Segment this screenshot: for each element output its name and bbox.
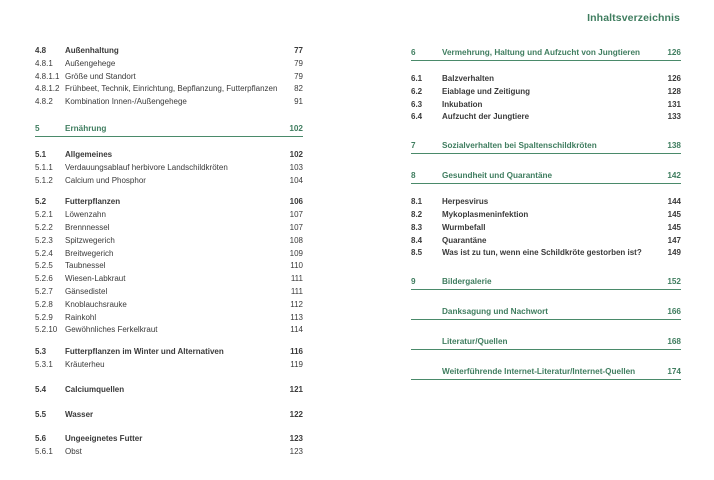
toc-entry-title: Calcium und Phosphor <box>65 175 146 185</box>
toc-entry-title: Gesundheit und Quarantäne <box>442 171 553 181</box>
toc-entry-title: Futterpflanzen im Winter und Alternativen <box>65 347 224 357</box>
toc-entry-number: 5.2.10 <box>35 325 58 335</box>
toc-entry-number: 5 <box>35 123 40 133</box>
toc-entry-title: Wurmbefall <box>442 222 486 232</box>
toc-entry-title: Kräuterheu <box>65 359 105 369</box>
toc-entry-title: Mykoplasmeninfektion <box>442 209 529 219</box>
toc-entry-title: Frühbeet, Technik, Einrichtung, Bepflanzung, Futterpflanzen <box>65 84 278 94</box>
toc-entry-page: 126 <box>667 74 681 83</box>
toc-right-column <box>411 45 681 380</box>
toc-chapter-entry[interactable] <box>411 304 681 320</box>
toc-entry-page: 123 <box>289 447 303 457</box>
toc-entry-number: 5.2.1 <box>35 210 53 220</box>
toc-entry[interactable] <box>411 86 681 99</box>
toc-entry-page: 103 <box>289 162 303 172</box>
toc-entry[interactable] <box>35 346 303 359</box>
toc-entry[interactable] <box>35 299 303 312</box>
toc-chapter-entry[interactable] <box>35 121 303 137</box>
toc-entry-page: 123 <box>289 434 303 444</box>
toc-entry[interactable] <box>411 247 681 260</box>
toc-entry-number: 5.5 <box>35 409 47 419</box>
toc-entry-title: Vermehrung, Haltung und Aufzucht von Jungtieren <box>442 48 641 57</box>
toc-entry-number: 4.8.2 <box>35 97 53 107</box>
toc-entry[interactable] <box>35 409 303 422</box>
toc-entry-number: 8.3 <box>411 222 423 232</box>
toc-entry-number: 8.2 <box>411 209 423 219</box>
toc-spacer <box>411 290 681 304</box>
toc-chapter-entry[interactable] <box>411 138 681 154</box>
toc-entry-number: 5.2.2 <box>35 222 53 232</box>
toc-entry[interactable] <box>35 235 303 248</box>
toc-spacer <box>411 260 681 274</box>
toc-spacer <box>411 320 681 334</box>
toc-entry[interactable] <box>35 248 303 261</box>
toc-entry-page: 107 <box>289 222 303 232</box>
toc-spacer <box>411 184 681 196</box>
toc-entry-number: 7 <box>411 141 416 151</box>
toc-entry[interactable] <box>411 196 681 209</box>
toc-entry[interactable] <box>35 260 303 273</box>
toc-entry-page: 106 <box>289 197 303 207</box>
toc-entry-title: Kombination Innen-/Außengehege <box>65 97 187 107</box>
toc-spacer <box>411 350 681 364</box>
toc-entry[interactable] <box>35 312 303 325</box>
toc-entry-title: Was ist zu tun, wenn eine Schildkröte gestorben ist? <box>442 248 642 258</box>
toc-entry-number: 4.8.1 <box>35 58 53 68</box>
toc-entry-page: 104 <box>289 175 303 185</box>
toc-entry-title: Inkubation <box>442 99 483 109</box>
toc-entry-number: 5.3.1 <box>35 359 53 369</box>
toc-entry[interactable] <box>35 83 303 96</box>
toc-entry-title: Außenhaltung <box>65 46 119 55</box>
toc-entry-title: Allgemeines <box>65 149 113 159</box>
toc-entry-title: Gewöhnliches Ferkelkraut <box>65 325 158 335</box>
toc-entry-page: 79 <box>294 58 303 68</box>
toc-entry-page: 149 <box>667 248 681 258</box>
toc-entry[interactable] <box>35 58 303 71</box>
toc-entry-title: Bildergalerie <box>442 277 492 287</box>
toc-spacer <box>411 61 681 73</box>
toc-entry-page: 142 <box>667 171 681 181</box>
toc-spacer <box>35 137 303 149</box>
toc-left-column <box>35 45 303 459</box>
toc-entry-number: 6.1 <box>411 74 423 83</box>
toc-entry[interactable] <box>35 96 303 109</box>
toc-entry-title: Wiesen-Labkraut <box>65 274 126 284</box>
toc-entry-title: Verdauungsablauf herbivore Landschildkröten <box>65 162 228 172</box>
toc-entry-page: 121 <box>289 384 303 394</box>
toc-entry[interactable] <box>35 359 303 372</box>
toc-entry-title: Futterpflanzen <box>65 197 121 207</box>
toc-entry-page: 114 <box>290 325 303 335</box>
toc-entry-number: 4.8.1.2 <box>35 84 60 94</box>
toc-entry-page: 113 <box>290 312 303 322</box>
toc-entry-page: 174 <box>667 367 681 377</box>
toc-entry[interactable] <box>35 222 303 235</box>
toc-entry[interactable] <box>35 175 303 188</box>
toc-entry[interactable] <box>35 273 303 286</box>
toc-entry-number: 5.1.2 <box>35 175 53 185</box>
toc-entry-page: 112 <box>290 299 303 309</box>
toc-entry-page: 133 <box>667 112 681 122</box>
toc-entry-number: 4.8.1.1 <box>35 71 60 81</box>
toc-entry-page: 110 <box>290 261 303 271</box>
toc-entry-number: 5.2.9 <box>35 312 53 322</box>
toc-entry-number: 5.3 <box>35 347 47 357</box>
toc-entry-title: Herpesvirus <box>442 197 489 207</box>
toc-entry-title: Breitwegerich <box>65 248 114 258</box>
toc-entry-number: 6.3 <box>411 99 423 109</box>
toc-spacer <box>35 397 303 409</box>
toc-entry[interactable] <box>411 73 681 86</box>
toc-entry-number: 5.2.5 <box>35 261 53 271</box>
toc-entry-number: 4.8 <box>35 46 47 55</box>
page-title: Inhaltsverzeichnis <box>587 12 680 24</box>
toc-entry-title: Calciumquellen <box>65 384 125 394</box>
toc-entry[interactable] <box>411 209 681 222</box>
toc-entry-number: 5.2.6 <box>35 274 53 284</box>
toc-spacer <box>35 109 303 121</box>
toc-chapter-entry[interactable] <box>411 334 681 350</box>
toc-entry-page: 111 <box>290 286 303 296</box>
toc-entry[interactable] <box>35 446 303 459</box>
toc-entry-number: 5.2.7 <box>35 286 53 296</box>
toc-entry-title: Danksagung und Nachwort <box>442 307 548 317</box>
toc-entry[interactable] <box>35 324 303 337</box>
toc-entry-number: 8 <box>411 171 416 181</box>
toc-entry-number: 5.2.3 <box>35 235 53 245</box>
toc-entry-title: Obst <box>65 447 82 457</box>
toc-entry[interactable] <box>35 71 303 84</box>
toc-entry-title: Eiablage und Zeitigung <box>442 86 530 96</box>
toc-entry[interactable] <box>35 286 303 299</box>
toc-spacer <box>411 124 681 138</box>
toc-entry-number: 5.1 <box>35 149 47 159</box>
toc-entry-title: Löwenzahn <box>65 210 106 220</box>
toc-spacer <box>35 337 303 346</box>
toc-entry-page: 126 <box>667 48 681 57</box>
toc-entry-number: 5.1.1 <box>35 162 53 172</box>
toc-entry[interactable] <box>35 45 303 58</box>
toc-entry-page: 147 <box>667 235 681 245</box>
toc-entry-number: 5.2.8 <box>35 299 53 309</box>
toc-entry-page: 82 <box>294 84 303 94</box>
toc-entry-title: Größe und Standort <box>65 71 136 81</box>
toc-entry-page: 166 <box>667 307 681 317</box>
toc-entry-title: Ernährung <box>65 123 107 133</box>
toc-entry-page: 145 <box>667 222 681 232</box>
toc-entry-number: 6.4 <box>411 112 423 122</box>
toc-entry[interactable] <box>411 222 681 235</box>
toc-entry-number: 9 <box>411 277 416 287</box>
toc-entry-number: 5.2 <box>35 197 47 207</box>
toc-entry-number: 6 <box>411 48 416 57</box>
toc-spacer <box>35 372 303 384</box>
toc-entry-title: Brennnessel <box>65 222 110 232</box>
toc-entry[interactable] <box>35 384 303 397</box>
toc-entry-page: 108 <box>289 235 303 245</box>
toc-entry-page: 79 <box>294 71 303 81</box>
toc-entry-page: 122 <box>289 409 303 419</box>
toc-entry-page: 168 <box>667 337 681 347</box>
toc-entry-number: 5.2.4 <box>35 248 53 258</box>
toc-entry[interactable] <box>35 196 303 209</box>
toc-entry-page: 116 <box>290 347 303 357</box>
toc-entry-page: 109 <box>289 248 303 258</box>
toc-entry-page: 102 <box>289 149 303 159</box>
toc-chapter-entry[interactable] <box>411 45 681 61</box>
toc-spacer <box>35 187 303 196</box>
toc-entry-title: Balzverhalten <box>442 74 495 83</box>
toc-entry-title: Ungeeignetes Futter <box>65 434 143 444</box>
toc-chapter-entry[interactable] <box>411 274 681 290</box>
toc-entry-page: 145 <box>667 209 681 219</box>
toc-entry-page: 102 <box>289 123 303 133</box>
toc-entry-page: 91 <box>294 97 303 107</box>
toc-entry[interactable] <box>35 162 303 175</box>
toc-entry-title: Sozialverhalten bei Spaltenschildkröten <box>442 141 597 151</box>
toc-entry-page: 131 <box>667 99 681 109</box>
toc-entry-number: 8.5 <box>411 248 423 258</box>
toc-entry-page: 152 <box>667 277 681 287</box>
toc-chapter-entry[interactable] <box>411 168 681 184</box>
toc-entry-page: 138 <box>667 141 681 151</box>
toc-entry[interactable] <box>411 235 681 248</box>
toc-spacer <box>411 154 681 168</box>
toc-entry-title: Weiterführende Internet-Literatur/Internet-Quellen <box>442 367 636 377</box>
toc-entry-title: Quarantäne <box>442 235 487 245</box>
toc-entry[interactable] <box>35 209 303 222</box>
toc-entry-page: 128 <box>667 86 681 96</box>
toc-entry-title: Taubnessel <box>65 261 106 271</box>
toc-entry-title: Spitzwegerich <box>65 235 115 245</box>
toc-entry-title: Außengehege <box>65 58 116 68</box>
toc-entry-number: 8.4 <box>411 235 423 245</box>
toc-entry-title: Literatur/Quellen <box>442 337 508 347</box>
toc-entry-page: 111 <box>290 274 303 284</box>
toc-entry-page: 144 <box>667 197 681 207</box>
toc-entry-number: 8.1 <box>411 197 423 207</box>
toc-entry-title: Rainkohl <box>65 312 97 322</box>
toc-entry-page: 119 <box>290 359 303 369</box>
toc-entry[interactable] <box>35 433 303 446</box>
toc-entry-page: 77 <box>294 46 303 55</box>
toc-entry-title: Aufzucht der Jungtiere <box>442 112 530 122</box>
toc-entry-number: 5.6.1 <box>35 447 53 457</box>
toc-entry-number: 6.2 <box>411 86 423 96</box>
toc-entry[interactable] <box>411 99 681 112</box>
toc-chapter-entry[interactable] <box>411 364 681 380</box>
toc-entry-title: Knoblauchsrauke <box>65 299 127 309</box>
toc-entry[interactable] <box>35 149 303 162</box>
toc-entry[interactable] <box>411 111 681 124</box>
toc-entry-number: 5.6 <box>35 434 47 444</box>
toc-entry-title: Gänsedistel <box>65 286 108 296</box>
toc-entry-page: 107 <box>289 210 303 220</box>
toc-entry-title: Wasser <box>65 409 94 419</box>
toc-entry-number: 5.4 <box>35 384 47 394</box>
toc-spacer <box>35 421 303 433</box>
